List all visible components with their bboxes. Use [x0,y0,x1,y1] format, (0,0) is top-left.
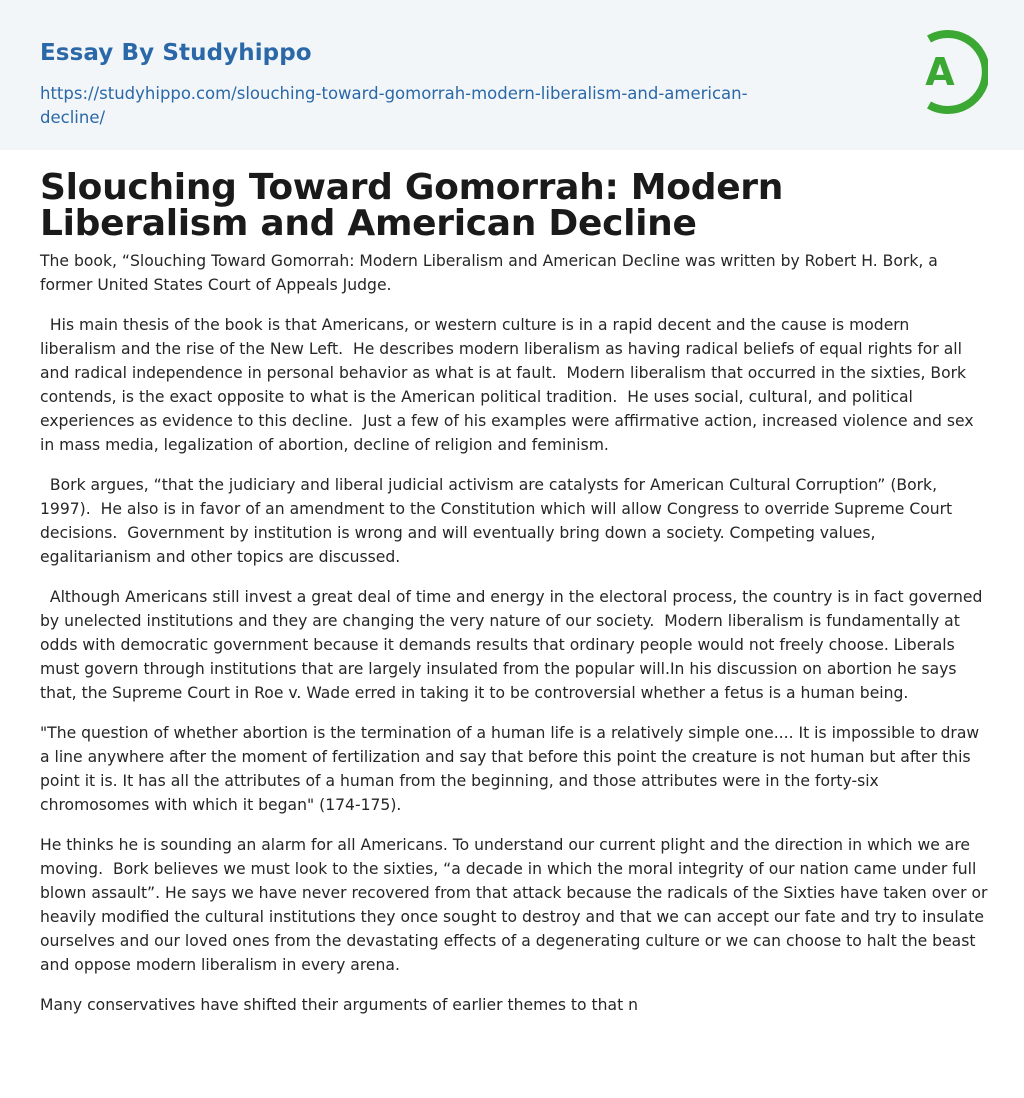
essay-paragraph: Although Americans still invest a great deal of time and energy in the electoral process, the country is in fact governed by unelected institutions and they are changing the very nature of our society. Modern liberalism is fundamentally at odds with democratic government because it demands results that ordinary people would not freely choose. Liberals must govern through institutions that are largely insulated from the popular will.In his discussion on abortion he says that, the Supreme Court in Roe v. Wade erred in taking it to be controversial whether a fetus is a human being. [40,588,988,702]
essay-paragraph: His main thesis of the book is that Americans, or western culture is in a rapid decent and the cause is modern liberalism and the rise of the New Left. He describes modern liberalism as having radical beliefs of equal rights for all and radical independence in personal behavior as what is at fault. Modern liberalism that occurred in the sixties, Bork contends, is the exact opposite to what is the American political tradition. He uses social, cultural, and political experiences as evidence to this decline. Just a few of his examples were affirmative action, increased violence and sex in mass media, legalization of abortion, decline of religion and feminism. [40,316,979,454]
essay-paragraph: Bork argues, “that the judiciary and liberal judicial activism are catalysts for American Cultural Corruption” (Bork, 1997). He also is in favor of an amendment to the Constitution which will allow Congress to override Supreme Court decisions. Government by institution is wrong and will eventually bring down a society. Competing values, egalitarianism and other topics are discussed. [40,476,958,566]
essay-paragraph: He thinks he is sounding an alarm for all Americans. To understand our current plight and the direction in which we are moving. Bork believes we must look to the sixties, “a decade in which the moral integrity of our nation came under full blown assault”. He says we have never recovered from that attack because the radicals of the Sixties have taken over or heavily modified the cultural institutions they once sought to destroy and that we can accept our fate and try to insulate ourselves and our loved ones from the devastating effects of a degenerating culture or we can choose to halt the beast and oppose modern liberalism in every arena. [40,836,993,974]
logo-letter: A [925,50,955,94]
brand-title: Essay By Studyhippo [40,40,312,66]
studyhippo-logo-icon[interactable] [908,28,988,116]
essay-paragraph: "The question of whether abortion is the termination of a human life is a relatively simple one.... It is impossible to draw a line anywhere after the moment of fertilization and say that before this point the creature is not human but after this point it is. It has all the attributes of a human from the beginning, and those attributes were in the forty-six chromosomes with which it began" (174-175). [40,724,985,814]
site-header [0,0,1024,150]
essay-title: Slouching Toward Gomorrah: Modern Liberalism and American Decline [40,167,784,244]
essay-paragraph: The book, “Slouching Toward Gomorrah: Modern Liberalism and American Decline was written by Robert H. Bork, a former United States Court of Appeals Judge. [40,252,943,294]
essay-url-link[interactable]: https://studyhippo.com/slouching-toward-gomorrah-modern-liberalism-and-american-decline/ [40,84,748,127]
essay-body [40,249,993,1033]
essay-paragraph: Many conservatives have shifted their arguments of earlier themes to that n [40,996,639,1014]
